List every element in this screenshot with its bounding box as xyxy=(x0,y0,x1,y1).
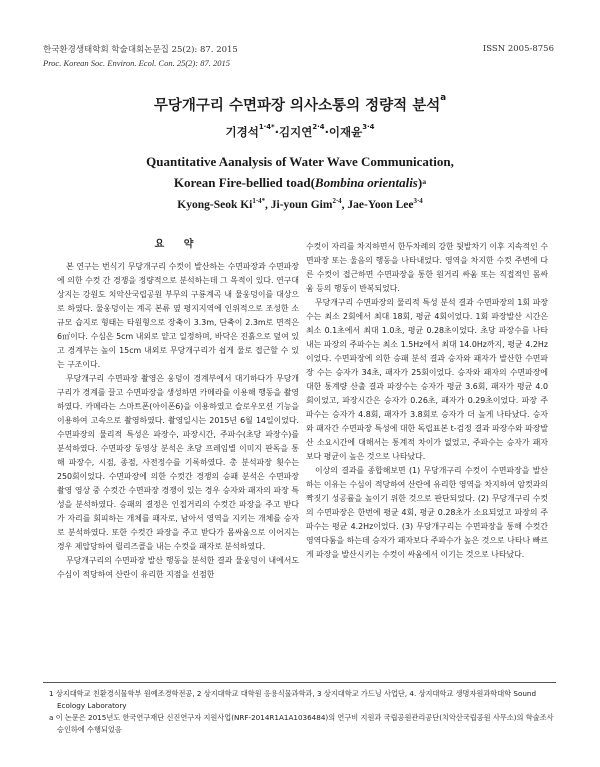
author-name: , Ji-youn Gim xyxy=(265,199,333,211)
english-title-line2 xyxy=(0,172,600,193)
author-name: , Jae-Yoon Lee xyxy=(341,199,414,211)
author-name: ·이재윤 xyxy=(324,125,363,139)
english-title-prefix: Korean Fire-bellied toad( xyxy=(173,175,315,190)
abstract-paragraph: 무당개구리 수면파장 촬영은 웅덩이 경계부에서 대기하다가 무당개구리가 경계를 끌고 수면파장을 생성하면 카메라를 이용해 행동을 촬영하였다. 카메라는 스마트폰(아이폰6)을 이용하였고 슬로우모션 기능을 이용하여 고속으로 촬영하였다. 촬영일시는 2015년 6월 14일이었다. 수면파장의 물리적 특성은 파장수, 파장시간, 주파수(초당 파장수)를 분석하였다. 수면파장 동영상 분석은 초당 프레임별 이미지 판독을 통해 파장수, 시점, 종점, 사전정수를 기록하였다. 총 분석파장 횟수는 250회이었다. 수면파장에 의한 수컷간 경쟁의 승패 분석은 수면파장 촬영 영상 중 수컷간 수면파장 경쟁이 있는 경우 승자와 패자의 파장 특성을 분석하였다. 승패의 결정은 인접거리의 수컷간 파장을 주고 받다가 자리를 회피하는 개체를 패자로, 남아서 영역을 지키는 개체를 승자로 분석하였다. 또한 수컷간 파장을 주고 받다가 몸싸움으로 이어지는 경우 제압당하여 릴리즈콜을 내는 수컷을 패자로 분석하였다. xyxy=(57,374,299,551)
author-affiliation: 1·4* xyxy=(258,123,275,131)
english-title-suffix: ) xyxy=(417,175,423,190)
journal-name-en: Proc. Korean Soc. Environ. Ecol. Con. 25(2): 87. 2015 xyxy=(43,57,230,68)
funding-footnote: a 이 논문은 2015년도 한국연구재단 신진연구자 지원사업(NRF-2014R1A1A1036484)의 연구비 지원과 국립공원관리공단(치악산국립공원 사무소)의 학술조사 승인하에 수행되었음 xyxy=(49,713,554,734)
abstract-paragraph: 무당개구리의 수면파장 발산 행동을 분석한 결과 물웅덩이 내에서도 수심이 적당하여 산란이 유리한 지점을 선점한 xyxy=(57,556,299,579)
korean-title-sup: a xyxy=(440,93,447,103)
korean-title xyxy=(0,94,600,115)
author-affiliation: 2·4 xyxy=(312,123,325,131)
species-name: Bombina orientalis xyxy=(314,175,418,190)
author-name: ·김지연 xyxy=(274,125,313,139)
affiliation-footnote: 1 상지대학교 친환경식물학부 원예조경학전공, 2 상지대학교 대학원 응용식물과학과, 3 상지대학교 가드닝 사업단, 4. 상지대학교 생명자원과학대학 Sound Ecology Laboratory xyxy=(49,689,537,710)
abstract-paragraph: 무당개구리 수면파장의 물리적 특성 분석 결과 수면파장의 1회 파장수는 최소 2회에서 최대 18회, 평균 4회이었다. 1회 파장발산 시간은 최소 0.1초에서 최대 1.0초, 평균 0.28초이었다. 초당 파장수를 나타내는 파장의 주파수는 최소 1.5Hz에서 최대 14.0Hz까지, 평균 4.2Hz이었다. 수면파장에 의한 승패 분석 결과 승자와 패자가 발산한 수면파장 수는 승자가 34초, 패자가 25회이었다. 승자와 패자의 수면파장에 대한 통계량 산출 결과 파장수는 승자가 평균 3.6회, 패자가 평균 4.0회이었고, 파장시간은 승자가 0.26초, 패자가 0.29초이었다. 파장 주파수는 승자가 4.8회, 패자가 3.8회로 승자가 더 높게 나타났다. 승자와 패자간 수면파장 특성에 대한 독립표본 t-검정 결과 파장수와 파장발산 소요시간에 대해서는 통계적 차이가 없었고, 주파수는 승자가 패자보다 평균이 높은 것으로 나타났다. xyxy=(306,298,548,461)
english-title-line1: Quantitative Aanalysis of Water Wave Communication, xyxy=(146,154,454,169)
issn: ISSN 2005-8756 xyxy=(482,44,554,54)
footnotes xyxy=(43,688,556,736)
english-authors xyxy=(0,199,600,211)
author-affiliation: 1·4* xyxy=(252,198,266,205)
author-name: Kyong-Seok Ki xyxy=(177,199,253,211)
author-affiliation: 3·4 xyxy=(362,123,375,131)
abstract-heading: 요 약 xyxy=(154,239,202,250)
abstract-left-column xyxy=(57,238,299,582)
abstract-paragraph: 이상의 결과를 종합해보면 (1) 무당개구리 수컷이 수면파장을 발산하는 이유는 수심이 적당하여 산란에 유리한 영역을 차지하여 암컷과의 짝짓기 성공률을 높이기 위한 것으로 판단되었다. (2) 무당개구리 수컷의 수면파장은 한번에 평균 4회, 평균 0.28초가 소요되었고 파장의 주파수는 평균 4.2Hz이었다. (3) 무당개구리는 수면파장을 통해 수컷간 영역다툼을 하는데 승자가 패자보다 주파수가 높은 것으로 나타나 빠르게 파장을 발산시키는 수컷이 싸움에서 이기는 것으로 나타났다. xyxy=(306,466,548,559)
abstract-paragraph-continued: 수컷이 자리를 차지하면서 한두차례의 강한 뒷발차기 이후 지속적인 수면파장 또는 울음의 행동을 나타내었다. 영역을 차지한 수컷 주변에 다른 수컷이 접근하면 수면파장을 통한 원거리 싸움 또는 직접적인 몸싸움 등의 행동이 반복되었다. xyxy=(306,242,548,293)
english-title xyxy=(0,151,600,193)
journal-name-ko: 한국환경생태학회 학술대회논문집 25(2): 87. 2015 xyxy=(43,45,238,55)
english-title-sup: a xyxy=(422,177,427,186)
journal-header xyxy=(43,44,238,69)
abstract-paragraph: 본 연구는 번식기 무당개구리 수컷이 발산하는 수면파장과 수면파장에 의한 수컷 간 경쟁을 정량적으로 분석하는데 그 목적이 있다. 연구대상지는 강원도 치악산국립공원 부무의 구룡계곡 내 물웅덩이를 대상으로 하였다. 물웅덩이는 계곡 본류 옆 평지지역에 인위적으로 조성한 소규모 습지로 형태는 타원형으로 장축이 3.3m, 단축이 2.3m로 면적은 6㎡이다. 수심은 5cm 내외로 얕고 일정하며, 바닥은 진흙으로 덮여 있고 경계부는 높이 15cm 내외로 무당개구리가 쉽게 물로 접근할 수 있는 구조이다. xyxy=(57,262,299,369)
author-affiliation: 2·4 xyxy=(332,198,342,205)
korean-authors xyxy=(0,124,600,140)
korean-title-text: 무당개구리 수면파장 의사소통의 정량적 분석 xyxy=(153,98,441,114)
author-name: 기경석 xyxy=(225,125,259,139)
footnote-divider xyxy=(43,682,556,683)
author-affiliation: 3·4 xyxy=(413,198,423,205)
abstract-right-column xyxy=(306,240,548,562)
